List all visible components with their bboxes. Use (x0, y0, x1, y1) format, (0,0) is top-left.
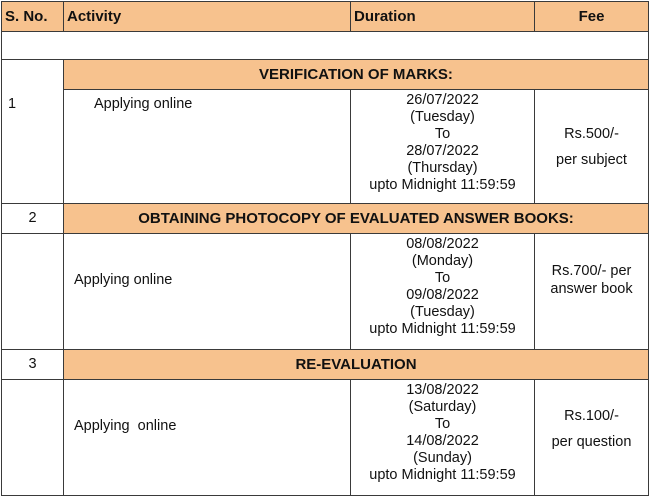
section-3-duration (351, 380, 535, 496)
section-1-duration (351, 90, 535, 204)
section-1-title-row (2, 60, 649, 90)
schedule-table (1, 1, 649, 496)
spacer-cell (2, 32, 649, 60)
section-2-number-spacer (2, 234, 64, 350)
section-3-title-row (2, 350, 649, 380)
section-1-duration-start-day: (Tuesday) (410, 109, 475, 125)
section-3-activity: Applying online (74, 417, 177, 434)
section-3-duration-to: To (434, 416, 451, 432)
section-2-duration-end-day: (Tuesday) (410, 304, 475, 320)
section-2-duration (351, 234, 535, 350)
section-2-activity-cell (64, 234, 351, 350)
section-2-duration-deadline: upto Midnight 11:59:59 (369, 321, 516, 337)
section-3-fee (535, 380, 649, 496)
section-3-number-spacer (2, 380, 64, 496)
section-3-activity-cell (64, 380, 351, 496)
section-3-duration-start: 13/08/2022 (406, 382, 479, 398)
table-header-row (2, 2, 649, 32)
section-3-title: RE-EVALUATION (64, 350, 649, 380)
section-2-title: OBTAINING PHOTOCOPY OF EVALUATED ANSWER BOOKS: (64, 204, 649, 234)
section-2-fee-unit: answer book (550, 280, 633, 297)
section-2-duration-end: 09/08/2022 (406, 287, 479, 303)
header-activity: Activity (64, 2, 351, 32)
section-3-fee-amount: Rs.100/- (564, 407, 619, 424)
section-1-number (2, 60, 64, 204)
section-1-duration-start: 26/07/2022 (406, 92, 479, 108)
section-2-activity: Applying online (74, 271, 173, 288)
section-2-duration-start: 08/08/2022 (406, 236, 479, 252)
section-1-activity: Applying online (94, 96, 193, 112)
header-fee: Fee (535, 2, 649, 32)
section-1-detail-row (2, 90, 649, 204)
section-2-title-row (2, 204, 649, 234)
section-1-title: VERIFICATION OF MARKS: (64, 60, 649, 90)
section-1-duration-to: To (434, 126, 451, 142)
section-1-fee-amount: Rs.500/- (564, 125, 619, 142)
section-2-duration-start-day: (Monday) (411, 253, 474, 269)
section-3-duration-end: 14/08/2022 (406, 433, 479, 449)
section-1-duration-end: 28/07/2022 (406, 143, 479, 159)
section-2-duration-to: To (434, 270, 451, 286)
section-3-number: 3 (2, 350, 64, 380)
section-2-fee-amount: Rs.700/- per (551, 262, 632, 279)
section-1-fee (535, 90, 649, 204)
header-duration: Duration (351, 2, 535, 32)
section-1-duration-end-day: (Thursday) (407, 160, 478, 176)
spacer-row (2, 32, 649, 60)
section-1-duration-deadline: upto Midnight 11:59:59 (369, 177, 516, 193)
header-sno: S. No. (2, 2, 64, 32)
section-3-detail-row (2, 380, 649, 496)
section-2-number: 2 (2, 204, 64, 234)
section-3-duration-end-day: (Sunday) (413, 450, 472, 466)
section-2-detail-row (2, 234, 649, 350)
section-3-duration-deadline: upto Midnight 11:59:59 (369, 467, 516, 483)
section-1-fee-unit: per subject (556, 151, 627, 168)
section-1-activity-cell (64, 90, 351, 204)
section-2-fee (535, 234, 649, 350)
section-3-duration-start-day: (Saturday) (408, 399, 477, 415)
section-3-fee-unit: per question (551, 433, 632, 450)
section-1-number-text: 1 (8, 96, 17, 112)
